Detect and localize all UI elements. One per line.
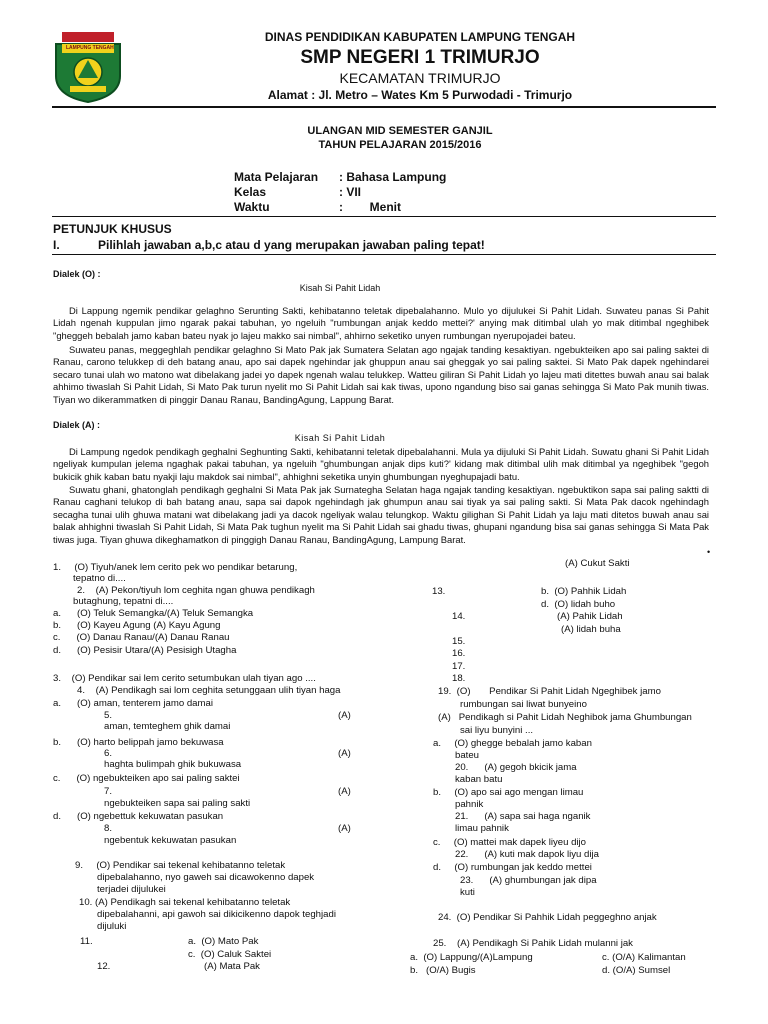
right-item-20: b. (O) apo sai ago mengan limau xyxy=(433,787,584,798)
right-item-24: c. (O) mattei mak dapek liyeu dijo xyxy=(433,837,587,848)
right-item-13: rumbungan sai liwat bunyeino xyxy=(460,699,587,710)
left-item-22: ngebukteiken sapa sai paling sakti xyxy=(104,798,251,809)
left-item-15: b. (O) harto belippah jamo bekuwasa xyxy=(53,737,224,748)
right-item-16: a. (O) ghegge bebalah jamo kaban xyxy=(433,738,592,749)
right-item-19: kaban batu xyxy=(455,774,503,785)
right-item-21: pahnik xyxy=(455,799,484,810)
right-item-10: 17. xyxy=(452,661,466,672)
left-item-6: b. (O) Kayeu Agung (A) Kayu Agung xyxy=(53,620,221,631)
right-item-3: b. (O) Pahhik Lidah xyxy=(541,586,627,597)
left-item-19: c. (O) ngebukteiken apo sai paling saktei xyxy=(53,773,240,784)
left-item-17: (A) xyxy=(338,748,351,759)
left-item-18: haghta bulimpah ghik bukuwasa xyxy=(104,759,242,770)
left-item-21: (A) xyxy=(338,786,351,797)
left-item-11: a. (O) aman, tenterem jamo damai xyxy=(53,698,213,709)
left-item-4: butaghung, tepatni di.... xyxy=(73,596,174,607)
left-item-12: 5. xyxy=(104,710,113,721)
right-item-23: limau pahnik xyxy=(455,823,509,834)
right-item-11: 18. xyxy=(452,673,466,684)
field-class-label: Kelas xyxy=(234,185,267,199)
left-item-30: 10. (A) Pendikagh sai tekenal kehibatanno teletak xyxy=(79,897,291,908)
right-item-30: 25. (A) Pendikagh Si Pahik Lidah mulanni jak xyxy=(433,938,633,949)
dialek-a-label: Dialek (A) : xyxy=(53,420,101,430)
dialek-a-paragraph-2: Suwatu ghani, ghatonglah pendikagh geghalni Si Mata Pak jak Surnategha Selatan haga ngajak tanding kesaktiyan. ngebuktikon sapa sai paling saktti di Ranau caghani telukop di bah batang anau, sapa sai dapok ngehindagh jak ghumpun anau sai tiyak ya sai paling sakti. Si Mata Pak dacok ngehindagh secagha tunai ulih ghuwa matani wat dibelakang jadi ya dacok ngeliyak walau telungkop. Waktu gilighan Si Pahit Lidah ya laju mati ditetos buwah anau sai balak ahhighni tiwaslah Si Pahit Lidah, Si Mata Pak tughun nyelit ma Si Pahit Lidah sai ghadu tiwas, ghupani ngandung bisa sai ganas sehingga Si Mata Pak tiwas juga. Tiyan ghuwa dikeghamatkon di pinggigh Danau Ranau, BandingAgung, Lampung Barat. xyxy=(53,484,709,545)
right-item-33: b. (O/A) Bugis xyxy=(410,965,476,976)
school-name: SMP NEGERI 1 TRIMURJO xyxy=(300,47,540,68)
left-item-33: 11. xyxy=(80,936,93,947)
left-item-10: 4. (A) Pendikagh sai lom ceghita setunggaan ulih tiyan haga xyxy=(77,685,341,696)
header-rule xyxy=(52,106,716,108)
right-item-2: 13. xyxy=(432,586,446,597)
fields-rule xyxy=(52,216,716,217)
field-subject-label: Mata Pelajaran xyxy=(234,170,319,184)
left-item-7: c. (O) Danau Ranau/(A) Danau Ranau xyxy=(53,632,230,643)
right-item-26: d. (O) rumbungan jak keddo mettei xyxy=(433,862,592,873)
left-item-37: (A) Mata Pak xyxy=(204,961,260,972)
left-item-29: terjadei dijulukei xyxy=(97,884,166,895)
instructions-heading: PETUNJUK KHUSUS xyxy=(53,222,172,236)
field-subject-value: : Bahasa Lampung xyxy=(339,170,447,184)
left-item-27: 9. (O) Pendikar sai tekenal kehibatanno teletak xyxy=(75,860,286,871)
bullet: • xyxy=(707,547,711,557)
right-item-9: 16. xyxy=(452,648,466,659)
right-item-29: 24. (O) Pendikar Si Pahhik Lidah peggeghno anjak xyxy=(438,912,657,923)
right-item-25: 22. (A) kuti mak dapok liyu dija xyxy=(455,849,599,860)
right-item-31: a. (O) Lappung/(A)Lampung xyxy=(410,952,533,963)
left-item-35: c. (O) Caluk Saktei xyxy=(188,949,272,960)
left-item-20: 7. xyxy=(104,786,113,797)
left-item-32: dijuluki xyxy=(97,921,127,932)
field-time-label: Waktu xyxy=(234,200,270,214)
left-item-8: d. (O) Pesisir Utara/(A) Pesisigh Utagha xyxy=(53,645,237,656)
field-class-value: : VII xyxy=(339,185,362,199)
left-item-26: ngebentuk kekuwatan pasukan xyxy=(104,835,237,846)
right-item-6: (A) Pahik Lidah xyxy=(557,611,623,622)
right-item-5: 14. xyxy=(452,611,466,622)
exam-title: ULANGAN MID SEMESTER GANJIL xyxy=(307,125,493,137)
left-item-24: 8. xyxy=(104,823,113,834)
right-item-7: (A) lidah buha xyxy=(561,624,621,635)
left-item-23: d. (O) ngebettuk kekuwatan pasukan xyxy=(53,811,224,822)
right-item-18: 20. (A) gegoh bkicik jama xyxy=(455,762,577,773)
right-item-4: d. (O) lidah buho xyxy=(541,599,616,610)
left-item-28: dipebalahanno, nyo gaweh sai dicawokenno dapek xyxy=(97,872,315,883)
right-item-34: d. (O/A) Sumsel xyxy=(602,965,671,976)
left-item-3: 2. (A) Pekon/tiyuh lom ceghita ngan ghuwa pendikagh xyxy=(77,585,315,596)
left-item-1: 1. (O) Tiyuh/anek lem cerito pek wo pendikar betarung, xyxy=(53,562,298,573)
left-item-25: (A) xyxy=(338,823,351,834)
left-item-36: 12. xyxy=(97,961,111,972)
instructions-number: I. xyxy=(53,238,60,252)
right-item-27: 23. (A) ghumbungan jak dipa xyxy=(460,875,597,886)
left-item-14: aman, temteghem ghik damai xyxy=(104,721,231,732)
left-item-13: (A) xyxy=(338,710,351,721)
right-item-1: (A) Cukut Sakti xyxy=(565,558,630,569)
dialek-a-title: Kisah Si Pahit Lidah xyxy=(294,433,386,443)
dialek-o-paragraph-1: Di Lappung ngemik pendikar gelaghno Serunting Sakti, kehibatanno teletak dipebalahanno. Mulo yo dijulukei Si Pahit Lidah. Suwateu panas Si Pahit Lidah ngenah kuppulan jimo ngarak pakai tabuhan, yo ngeluih "rumbungan anjak keddo mettei?' anying mak ditimbal ulah yo mak ditimbal ngeghibek "gheggeh bebalah jamo kaban bateu nyak jo lajeu makko sai nimbal", ahhirno seketiko unyen rumbungan nyerupojadei bateu. xyxy=(53,305,709,341)
dialek-o-label: Dialek (O) : xyxy=(53,269,101,279)
left-item-31: dipebalahanni, api gawoh sai dikicikenno dapok teghjadi xyxy=(97,909,336,920)
right-item-8: 15. xyxy=(452,636,466,647)
dialek-a-paragraph-1: Di Lampung ngedok pendikagh geghalni Seghunting Sakti, kehibatanni teletak dipebalahanni. Mula ya dijuluki Si Pahit Lidah. Suwatu ghani Si Pahit Lidah ngeliyak kumpulan jelema ngaghak pakai tabuhan, ya ngeluih "ghumbungan anjak dips kuti?' kidang mak ditimbal ulih mak ditimbal ya ngeghibek "gegoh bukicik ghik kaban batu nyakji laju makdok sai nimbal", ahhighni seketika unyin ghumbungan nyeghupajadi batu. xyxy=(53,446,709,482)
right-item-22: 21. (A) sapa sai haga nganik xyxy=(455,811,591,822)
left-item-34: a. (O) Mato Pak xyxy=(188,936,259,947)
exam-year: TAHUN PELAJARAN 2015/2016 xyxy=(318,139,482,151)
right-item-32: c. (O/A) Kalimantan xyxy=(602,952,686,963)
district-name: KECAMATAN TRIMURJO xyxy=(339,70,501,86)
logo-text: LAMPUNG TENGAH xyxy=(66,45,114,51)
right-item-17: bateu xyxy=(455,750,480,761)
left-item-9: 3. (O) Pendikar sai lem cerito setumbukan ulah tiyan ago .... xyxy=(53,673,316,684)
right-item-28: kuti xyxy=(460,887,475,898)
left-item-16: 6. xyxy=(104,748,113,759)
dialek-o-title: Kisah Si Pahit Lidah xyxy=(299,283,381,293)
district-logo xyxy=(52,30,124,104)
school-address: Alamat : Jl. Metro – Wates Km 5 Purwodadi - Trimurjo xyxy=(267,88,573,102)
agency-name: DINAS PENDIDIKAN KABUPATEN LAMPUNG TENGAH xyxy=(264,30,576,44)
instructions-text: Pilihlah jawaban a,b,c atau d yang merupakan jawaban paling tepat! xyxy=(98,238,485,252)
left-item-2: tepatno di.... xyxy=(73,573,126,584)
right-item-14: (A) Pendikagh si Pahit Lidah Neghibok jama Ghumbungan xyxy=(438,712,692,723)
dialek-o-paragraph-2: Suwateu panas, meggeghlah pendikar gelaghno Si Mato Pak jak Sumatera Selatan ago ngajak tanding kesaktiyan. ngebukteiken apo sai paling saktei di Ranau, carono telukkep di deh batang anau, apo sai dapek ngehindar jak ghuppun anau sai gheggak yo sai paling saktei. Si Mato Pak dapek ngehindarei secaro tunai ulah wo matono wat dibelakang jadei yo dapek ngenah walau telukkep. Watteu giliran Si Pahit Lidah yo lajeu mati ditettes buwah anau sai balak ahhimo tiwaslah Si Pahit Lidah, Si Mato Pak turun nyelit mo Si Pahit Lidah sai kak tiwas, upono ngandung biso sai ganas sehingga Si Mato Pak munih tiwas. Tiyan wo dikerammatken di pinggir Danau Ranau, BandingAgung, Lappung Barat. xyxy=(53,344,709,405)
instructions-rule xyxy=(52,254,716,255)
right-item-12: 19. (O) Pendikar Si Pahit Lidah Ngeghibek jamo xyxy=(438,686,661,697)
right-item-15: sai liyu bunyini ... xyxy=(460,725,534,736)
field-time-value: : Menit xyxy=(339,200,401,214)
left-item-5: a. (O) Teluk Semangka/(A) Teluk Semangka xyxy=(53,608,254,619)
